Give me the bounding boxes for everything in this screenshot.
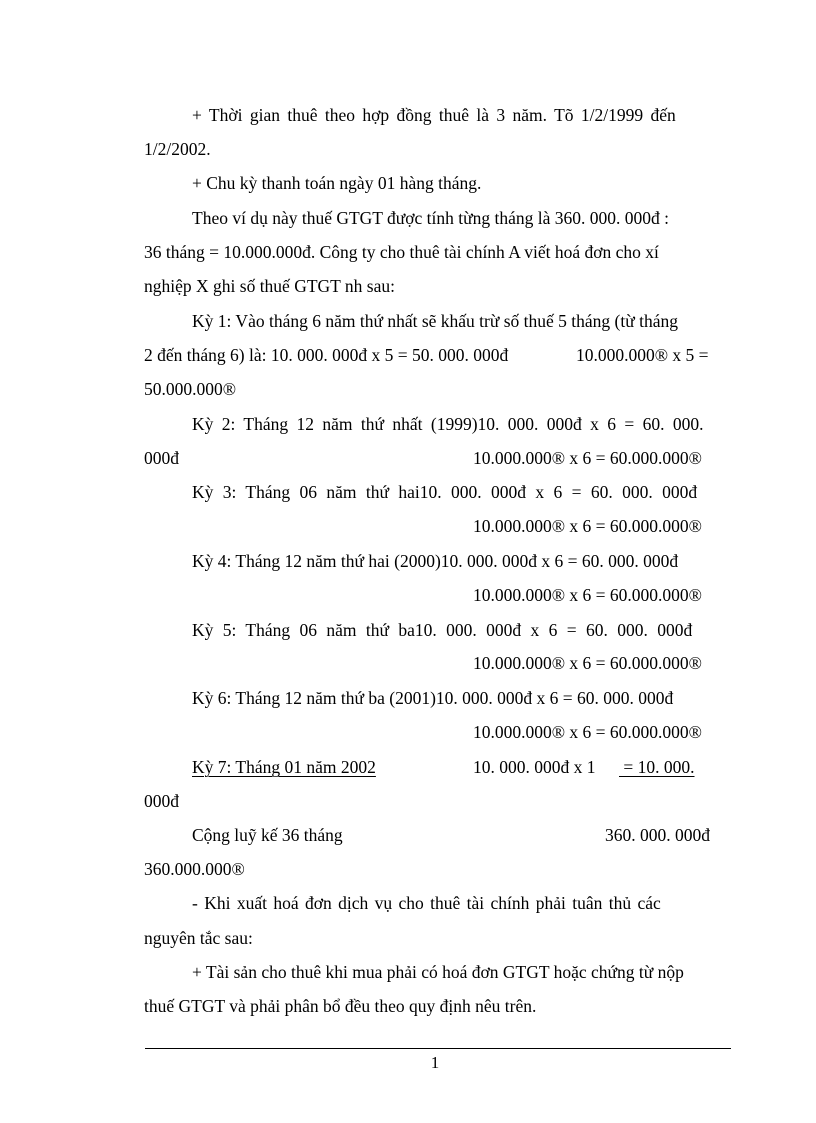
total-value: 360. 000. 000đ <box>605 825 710 845</box>
inline-calc: 10.000.000® x 6 = 60.000.000® <box>473 516 702 536</box>
paragraph-line: + Chu kỳ thanh toán ngày 01 hàng tháng. <box>192 173 482 193</box>
paragraph-line: + Tài sản cho thuê khi mua phải có hoá đơn GTGT hoặc chứng từ nộp <box>192 962 684 982</box>
paragraph-line: Kỳ 1: Vào tháng 6 năm thứ nhất sẽ khấu trừ số thuế 5 tháng (từ tháng <box>192 311 678 331</box>
total-label: Cộng luỹ kế 36 tháng <box>192 825 343 845</box>
paragraph-line: 36 tháng = 10.000.000đ. Công ty cho thuê tài chính A viết hoá đơn cho xí <box>144 242 659 262</box>
paragraph-line: 000đ <box>144 448 179 468</box>
period-line: Kỳ 4: Tháng 12 năm thứ hai (2000)10. 000. 000đ x 6 = 60. 000. 000đ <box>192 551 679 571</box>
paragraph-line: 360.000.000® <box>144 859 245 879</box>
inline-calc: 10.000.000® x 6 = 60.000.000® <box>473 448 702 468</box>
page-number: 1 <box>430 1053 440 1072</box>
period-line: Kỳ 3: Tháng 06 năm thứ hai10. 000. 000đ x 6 = 60. 000. 000đ <box>192 482 698 502</box>
period-line: Kỳ 5: Tháng 06 năm thứ ba10. 000. 000đ x 6 = 60. 000. 000đ <box>192 620 693 640</box>
inline-calc: 10. 000. 000đ x 1 <box>473 757 596 777</box>
footer-rule <box>145 1048 731 1049</box>
paragraph-line: nguyên tắc sau: <box>144 928 253 948</box>
inline-calc: 10.000.000® x 6 = 60.000.000® <box>473 722 702 742</box>
paragraph-line: nghiệp X ghi số thuế GTGT nh sau: <box>144 276 395 296</box>
paragraph-line: Theo ví dụ này thuế GTGT được tính từng tháng là 360. 000. 000đ : <box>192 208 670 228</box>
paragraph-line: thuế GTGT và phải phân bổ đều theo quy định nêu trên. <box>144 996 537 1016</box>
inline-calc: 10.000.000® x 5 = <box>576 345 709 365</box>
period-line: Kỳ 7: Tháng 01 năm 2002 <box>192 757 376 777</box>
paragraph-line: 000đ <box>144 791 179 811</box>
paragraph-line: + Thời gian thuê theo hợp đồng thuê là 3 năm. Tõ 1/2/1999 đến <box>192 105 676 125</box>
paragraph-line: 1/2/2002. <box>144 139 211 159</box>
inline-calc-total: = 10. 000. <box>619 757 695 777</box>
inline-calc: 10.000.000® x 6 = 60.000.000® <box>473 653 702 673</box>
paragraph-line: 2 đến tháng 6) là: 10. 000. 000đ x 5 = 50. 000. 000đ <box>144 345 509 365</box>
paragraph-line: 50.000.000® <box>144 379 237 399</box>
paragraph-line: - Khi xuất hoá đơn dịch vụ cho thuê tài chính phải tuân thủ các <box>192 893 661 913</box>
period-line: Kỳ 6: Tháng 12 năm thứ ba (2001)10. 000. 000đ x 6 = 60. 000. 000đ <box>192 688 674 708</box>
period-line: Kỳ 2: Tháng 12 năm thứ nhất (1999)10. 000. 000đ x 6 = 60. 000. <box>192 414 704 434</box>
inline-calc: 10.000.000® x 6 = 60.000.000® <box>473 585 702 605</box>
